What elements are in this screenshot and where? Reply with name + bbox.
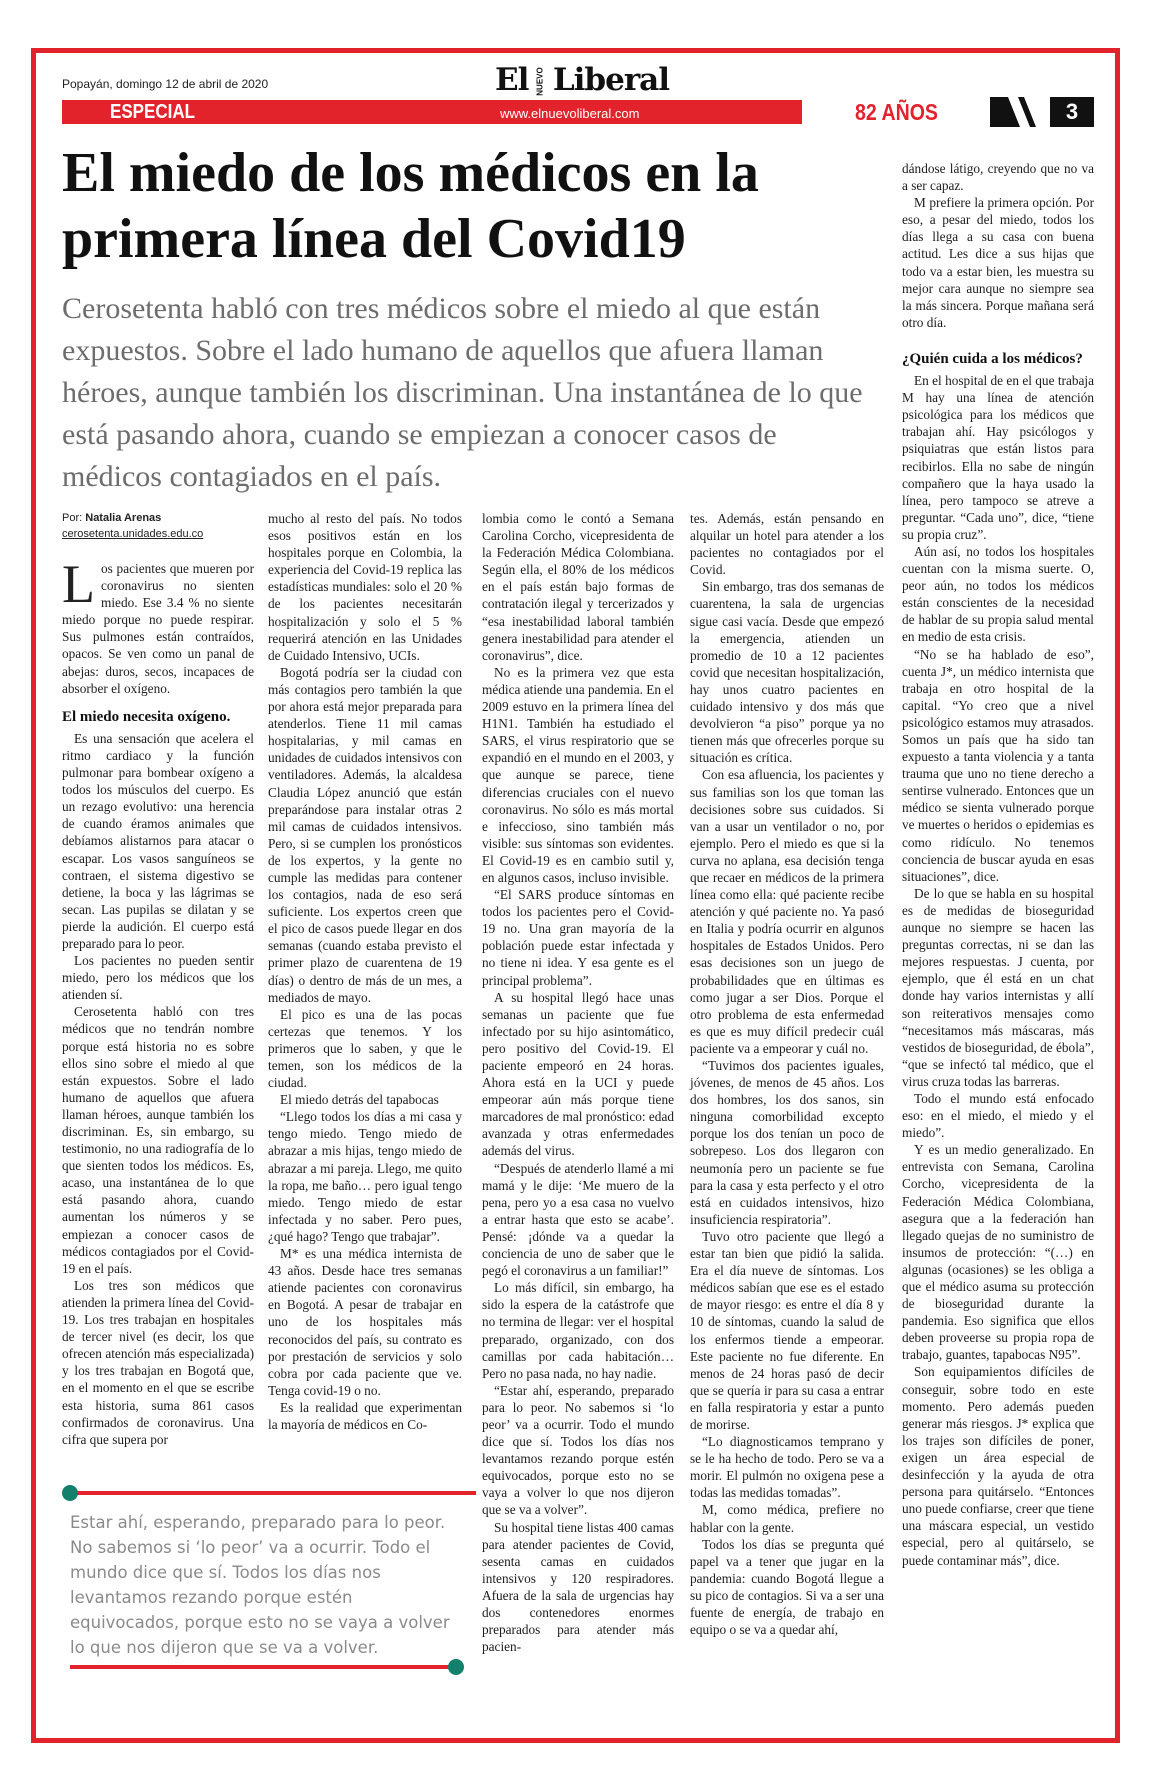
paragraph: M prefiere la primera opción. Por eso, a pesar del miedo, todos los días llega a su casa con buena actitud. Les dice a sus hijas que todo va a estar bien, les muestra su mejor cara aunque no siempre sea la más sincera. Porque mañana será otro día.	[902, 195, 1094, 330]
quote-rule-bottom	[70, 1665, 454, 1669]
paragraph: El pico es una de las pocas certezas que tenemos. Y los primeros que lo saben, y que le temen, son los médicos de la ciudad.	[268, 1006, 462, 1091]
quote-dot-icon	[448, 1659, 464, 1675]
paragraph-text: os pacientes que mueren por coronavirus no sienten miedo. Ese 3.4 % no siente miedo porque no puede respirar. Sus pulmones están contraídos, opacos. Se ven como un panal de abejas: duros, secos, incapaces de absorber el oxígeno.	[62, 561, 254, 696]
paragraph: M, como médica, prefiere no hablar con la gente.	[690, 1502, 884, 1535]
byline-label: Por:	[62, 512, 83, 524]
paragraph: Cerosetenta habló con tres médicos que no tendrán nombre porque está historia no es sobre ellos sino sobre el miedo al que están expuestos. Sobre el lado humano de aquellos que afuera llaman héroes, aunque también los discriminan. Es, sin embargo, su testimonio, no una radiografía de lo que sienten todos los médicos. Es, acaso, una instantánea de lo que está pasando ahora, cuando aumentan los números y se empiezan a conocer casos de médicos contagiados por el Covid-19 en el país.	[62, 1004, 254, 1276]
column-5	[902, 160, 1094, 1569]
page-number: 3	[1050, 97, 1094, 127]
paragraph: “Lo diagnosticamos temprano y se le ha hecho de todo. Pero se va a morir. El pulmón no oxigena pese a todas las medidas tomadas”.	[690, 1434, 884, 1501]
paragraph: “Llego todos los días a mi casa y tengo miedo. Tengo miedo de abrazar a mis hijas, tengo miedo de abrazar a mi pareja. Llego, me quito la ropa, me baño… pero igual tengo miedo. Tengo miedo de estar infectada y no saber. Pero pues, ¿qué hago? Tengo que trabajar”.	[268, 1109, 462, 1244]
paragraph: Bogotá podría ser la ciudad con más contagios pero también la que por ahora está mejor preparada para atenderlos. Tiene 11 mil camas hospitalarias, y mil camas en unidades de cuidados intensivos con ventiladores. Además, la alcaldesa Claudia López anunció que están preparándose para instalar otras 2 mil camas de cuidados intensivos. Pero, si se cumplen los pronósticos de los expertos, y la gente no cumple las medidas para contener los contagios, nada de eso será suficiente. Los expertos creen que el pico de casos puede llegar en dos semanas (cuando estaba previsto el primer plazo de cuarentena de 19 días) o dentro de más de un mes, a mediados de mayo.	[268, 664, 462, 1005]
paragraph: M* es una médica internista de 43 años. Desde hace tres semanas atiende pacientes con coronavirus en Bogotá. A pesar de trabajar en uno de los hospitales más reconocidos del país, su contrato es por prestación de servicios y solo cobra por cada paciente que ve. Tenga covid-19 o no.	[268, 1246, 462, 1398]
subheading: ¿Quién cuida a los médicos?	[902, 350, 1083, 367]
logo-liberal: Liberal	[552, 62, 670, 98]
paragraph: Los tres son médicos que atienden la primera línea del Covid-19. Los tres trabajan en hospitales de tercer nivel (es decir, los que ofrecen atención más especializada) y los tres trabajan en Bogotá que, en el momento en el que se escribe esta historia, suma 861 casos confirmados de coronavirus. Una cifra que supera por	[62, 1277, 254, 1447]
paragraph: Los pacientes no pueden sentir miedo, pero los médicos que los atienden sí.	[62, 953, 254, 1003]
paragraph: En el hospital de en el que trabaja M hay una línea de atención psicológica para los médicos que trabajan ahí. Hay psicólogos y psiquiatras que están listos para recibirlos. Ella no sabe de ningún compañero que la haya usado la línea, pero tampoco se atreve a preguntar. “Cada uno”, dice, “tiene su propia cruz”.	[902, 373, 1094, 542]
website-url[interactable]: www.elnuevoliberal.com	[500, 106, 640, 121]
paragraph: Su hospital tiene listas 400 camas para atender pacientes de Covid, sesenta camas en cuidados intensivos y 120 respiradores. Afuera de la sala de urgencias hay dos contenedores enormes preparados para atender más pacien-	[482, 1519, 674, 1655]
deck: Cerosetenta habló con tres médicos sobre el miedo al que están expuestos. Sobre el lado humano de aquellos que afuera llaman héroes, aunque también los discriminan. Una instantánea de lo que está pasando ahora, cuando se empiezan a conocer casos de médicos contagiados en el país.	[62, 292, 863, 493]
paragraph: Es una sensación que acelera el ritmo cardiaco y la función pulmonar para bombear oxígeno a todos los músculos del cuerpo. Es un rezago evolutivo: una herencia de cuando éramos animales que debíamos alistarnos para atacar o escapar. Los vasos sanguíneos se contraen, el sistema digestivo se detiene, la boca y las lágrimas se secan. Las pupilas se dilatan y se pierde la audición. El cuerpo está preparado para lo peor.	[62, 730, 254, 951]
headline: El miedo de los médicos en la primera línea del Covid19	[62, 142, 759, 270]
paragraph: Lo más difícil, sin embargo, ha sido la espera de la catástrofe que no termina de llegar: ver el hospital preparado, organizado, con dos camillas por cada habitación… Pero no pasa nada, no hay nadie.	[482, 1280, 674, 1381]
pull-quote	[62, 1485, 462, 1685]
newspaper-logo	[495, 62, 669, 98]
paragraph: “Estar ahí, esperando, preparado para lo peor. No sabemos si ‘lo peor’ va a ocurrir. Todo el mundo dice que sí. Todos los días nos levantamos rezando porque estén equivocados, porque esto no se vaya a volver lo que nos dijeron que se va a volver”.	[482, 1382, 674, 1518]
paragraph: De lo que se habla en su hospital es de medidas de bioseguridad aunque no siempre se hacen las preguntas correctas, ni se dan las mejores respuestas. J cuenta, por ejemplo, que él está en un chat donde hay varios internistas y allí son reiterativos mensajes como “necesitamos más máscaras, más vestidos de bioseguridad, de ébola”, “que se infectó tal médico, que el virus cruza todas las barreras.	[902, 885, 1095, 1089]
paragraph: “El SARS produce síntomas en todos los pacientes pero el Covid-19 no. Una gran mayoría de la población puede estar infectada y no tiene ni idea. Y esa gente es el principal problema”.	[482, 887, 674, 988]
paragraph: “Tuvimos dos pacientes iguales, jóvenes, de menos de 45 años. Los dos hombres, los dos sanos, sin ninguna comorbilidad excepto porque los dos tenían un poco de sobrepeso. Los dos llegaron con neumonía pero un paciente se fue para la casa y esta perfecto y el otro está en cuidados intensivos, hizo insuficiencia respiratoria”.	[690, 1058, 884, 1227]
subheading: El miedo necesita oxígeno.	[62, 708, 231, 725]
paragraph: Es la realidad que experimentan la mayoría de médicos en Co-	[268, 1399, 462, 1432]
byline-source[interactable]: cerosetenta.unidades.edu.co	[62, 528, 204, 540]
byline-author: Natalia Arenas	[85, 512, 162, 524]
paragraph: “Después de atenderlo llamé a mi mamá y le dije: ‘Me muero de la pena, pero yo a esa casa no vuelvo a entrar hasta que esto se acabe’. Pensé: ¡dónde va a quedar la conciencia de uno de saber que le pegó el coronavirus a un familiar!”	[482, 1160, 674, 1279]
paragraph: Todos los días se pregunta qué papel va a tener que jugar en la pandemia: cuando Bogotá llegue a su pico de contagios. Si va a ser una fuente de energía, de trabajo en equipo o se va a quedar ahí,	[690, 1536, 884, 1638]
paragraph: El miedo detrás del tapabocas	[280, 1092, 439, 1108]
column-4	[690, 510, 884, 1638]
quote-dot-icon	[62, 1485, 78, 1501]
quote-rule-top	[76, 1491, 476, 1495]
logo-el: El	[495, 62, 529, 98]
paragraph: Todo el mundo está enfocado eso: en el miedo, el miedo y el miedo”.	[902, 1090, 1094, 1141]
column-3	[482, 510, 674, 1655]
paragraph: lombia como le contó a Semana Carolina Corcho, vicepresidenta de la Federación Médica Colombiana. Según ella, el 80% de los médicos en el país están bajo formas de contratación ilegal y tercerizados y “esa inestabilidad laboral también genera inestabilidad para atender el coronavirus”, dice.	[482, 511, 674, 663]
section-label: ESPECIAL	[110, 101, 196, 123]
paragraph	[62, 554, 254, 697]
anniversary-label: 82 AÑOS	[855, 99, 938, 125]
column-1	[62, 554, 254, 1448]
column-2	[268, 510, 462, 1433]
paragraph: Y es un medio generalizado. En entrevista con Semana, Carolina Corcho, vicepresidenta de la Federación Médica Colombiana, asegura que a la federación han llegado quejas de no suministro de insumos de protección: “(…) en algunas (ocasiones) se les obliga a que el médico asuma su protección de bioseguridad durante la pandemia. Eso significa que ellos deben proveerse su propia ropa de trabajo, guantes, tapabocas N95”.	[902, 1142, 1094, 1363]
logo-nuevo: NUEVO	[536, 67, 546, 96]
drop-cap: L	[62, 554, 95, 614]
paragraph: “No se ha hablado de eso”, cuenta J*, un médico internista que trabaja en otro hospital de la capital. “Yo creo que a nivel psicológico estamos muy atrasados. Somos un país que ha sido tan expuesto a tanta violencia y a tanta trauma que uno no tiene derecho a sentirse vulnerado. Entonces que un médico se sienta vulnerado porque ve muertes o heridos o epidemias es como ridículo. No tenemos conciencia de buscar ayuda en esas situaciones”, dice.	[902, 646, 1095, 884]
paragraph: tes. Además, están pensando en alquilar un hotel para atender a los pacientes no contagiados por el Covid.	[690, 511, 884, 578]
paragraph: No es la primera vez que esta médica atiende una pandemia. En el 2009 estuvo en la primera línea del H1N1. También ha estudiado el SARS, el virus respiratorio que se expandió en el mundo en el 2003, y que aunque se parece, tiene diferencias cruciales con el nuevo coronavirus. No sólo es más mortal e infeccioso, sino también más visible: sus síntomas son evidentes. El Covid-19 es en cambio sutil y, en algunos casos, incluso invisible.	[482, 664, 674, 885]
edition-date: Popayán, domingo 12 de abril de 2020	[62, 77, 269, 91]
paragraph: Aún así, no todos los hospitales cuentan con la misma suerte. O, peor aún, no todos los médicos están conscientes de la necesidad de hablar de su propia salud mental en medio de esta crisis.	[902, 543, 1094, 645]
byline	[62, 510, 203, 542]
pull-quote-text: Estar ahí, esperando, preparado para lo peor. No sabemos si ‘lo peor’ va a ocurrir. Todo el mundo dice que sí. Todos los días nos levantamos rezando porque estén equivocados, porque esto no se vaya a volver lo que nos dijeron que se va a volver.	[70, 1513, 450, 1657]
paragraph: mucho al resto del país. No todos esos positivos están en los hospitales porque en Colombia, la experiencia del Covid-19 replica las estadísticas mundiales: solo el 20 % de los pacientes necesitarán hospitalización y solo el 5 % requerirá atención en las Unidades de Cuidado Intensivo, UCIs.	[268, 511, 462, 663]
paragraph: Son equipamientos difíciles de conseguir, sobre todo en este momento. Pero además pueden generar más riesgos. J* explica que los trajes son difíciles de poner, exigen un área especial de desinfección y la ayuda de otra persona para quitárselo. “Entonces uno puede confiarse, creer que tiene una máscara especial, un vestido especial, pero al quitárselo, se puede contaminar más”, dice.	[902, 1364, 1094, 1568]
paragraph: Sin embargo, tras dos semanas de cuarentena, la sala de urgencias sigue casi vacía. Desde que empezó la emergencia, atienden un promedio de 10 a 12 pacientes covid que necesitan hospitalización, hay unos cuatro pacientes en cuidado intensivo y dos más que devolvieron “a piso” porque ya no tienen más que ofrecerles porque su situación es crítica.	[690, 579, 884, 766]
paragraph: Con esa afluencia, los pacientes y sus familias son los que toman las decisiones sobre sus cuidados. Si van a usar un ventilador o no, por ejemplo. Pero el miedo es que si la curva no aplana, esa decisión tenga que recaer en médicos de la primera línea como ella: qué paciente recibe atención y qué paciente no. Ya pasó en Italia y podría ocurrir en algunos hospitales de Estados Unidos. Pero esas decisiones son un juego de probabilidades que en últimas es como jugar a ser Dios. Porque el otro problema de esta enfermedad es que es muy difícil predecir cuál paciente va a empeorar y cuál no.	[690, 767, 884, 1056]
paragraph: dándose látigo, creyendo que no va a ser capaz.	[902, 161, 1094, 194]
paragraph: A su hospital llegó hace unas semanas un paciente que fue infectado por su hijo asintomático, pero positivo del Covid-19. El paciente empeoró en 24 horas. Ahora está en la UCI y puede empeorar aún más porque tiene marcadores de mal pronóstico: edad avanzada y otras enfermedades además del virus.	[482, 989, 674, 1159]
paragraph: Tuvo otro paciente que llegó a estar tan bien que pidió la salida. Era el día nueve de síntomas. Los médicos sabían que ese es el estado de mayor riesgo: es entre el día 8 y 10 de síntomas, cuando la salud de los enfermos tiende a empeorar. Este paciente no fue diferente. En menos de 24 horas pasó de decir que se quería ir para su casa a entrar en falla respiratoria y estar a punto de morirse.	[690, 1228, 884, 1432]
